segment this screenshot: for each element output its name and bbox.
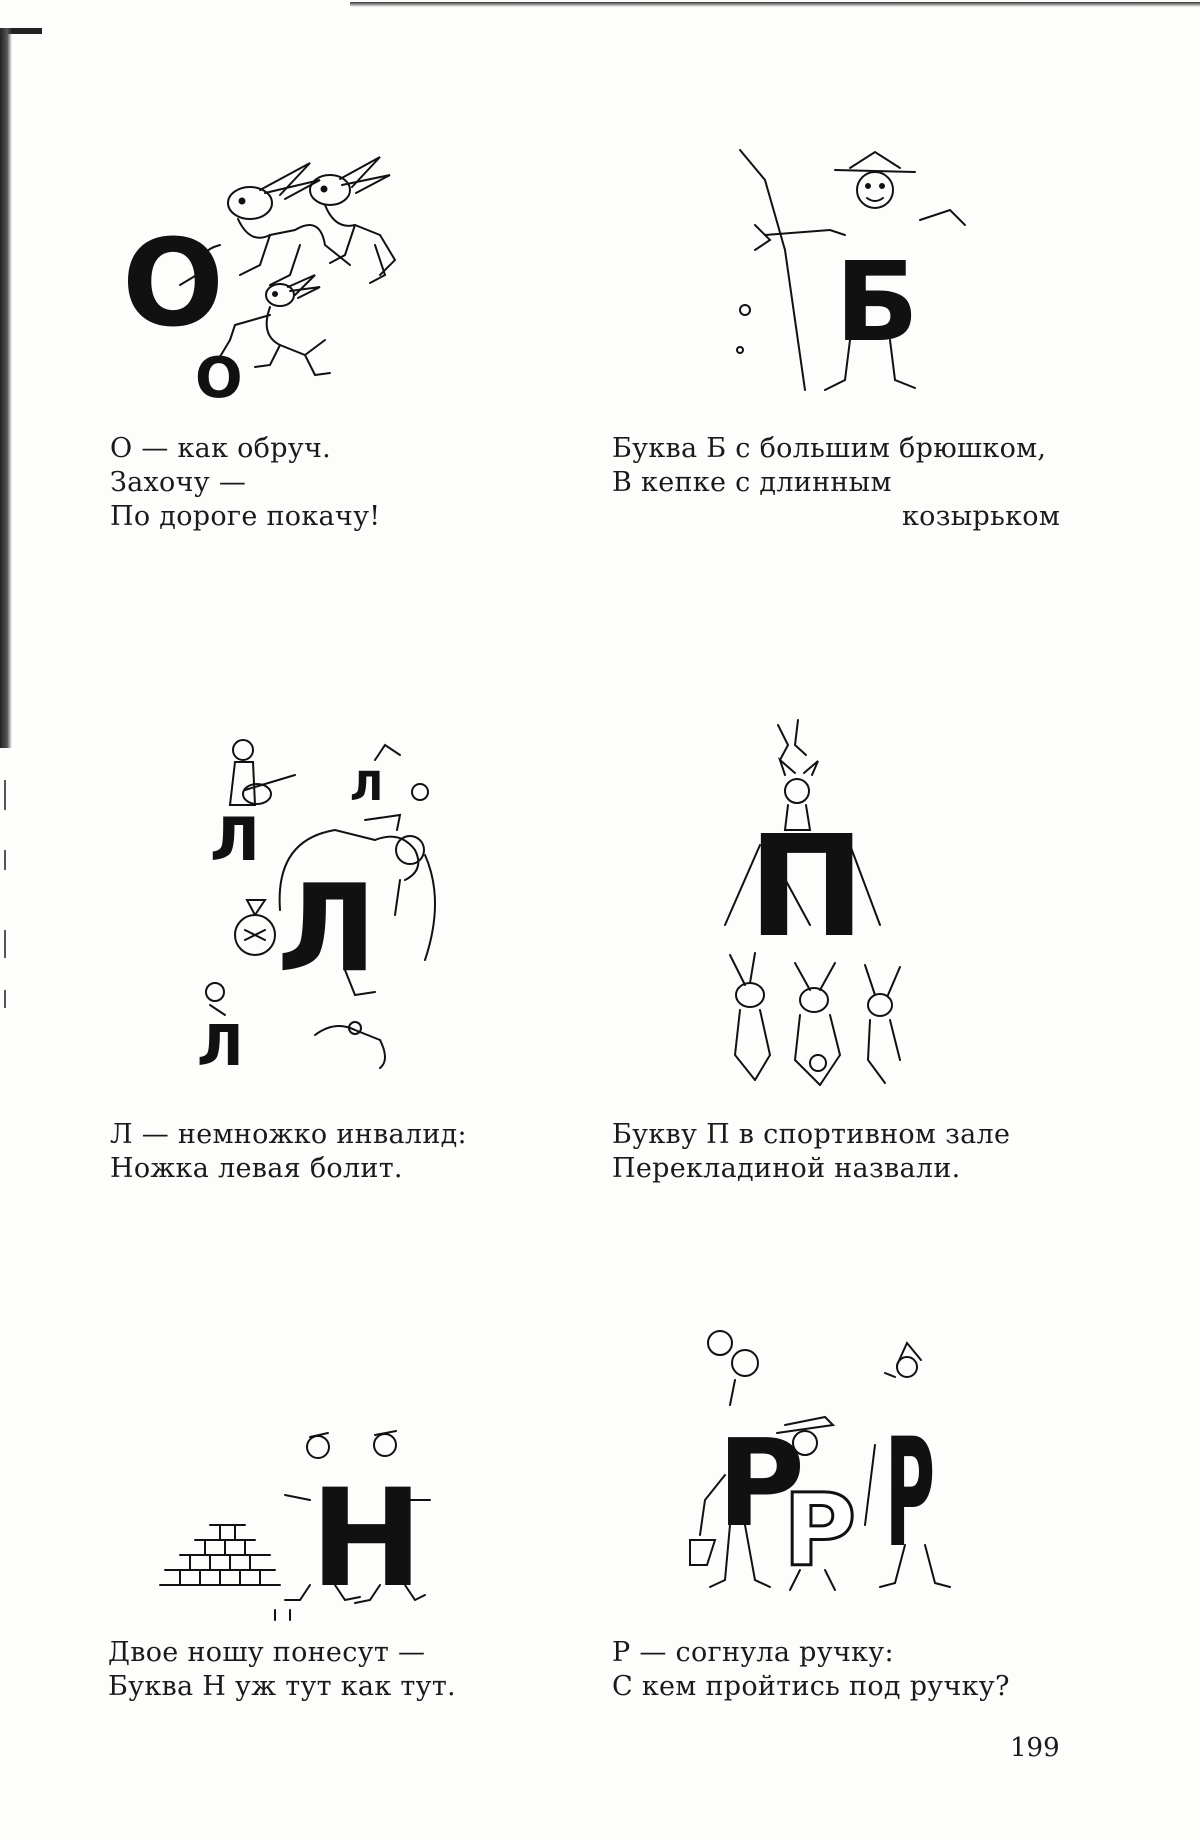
illustration-r: [685, 1325, 965, 1595]
verse-line: козырьком: [902, 501, 1061, 532]
verse-line: Р — согнула ручку:: [612, 1637, 894, 1668]
rabbit-icon: [730, 953, 770, 1080]
letter-r-man: Р: [783, 1472, 857, 1589]
verse-line: Л — немножко инвалид:: [110, 1119, 467, 1150]
verse-line: По дороге покачу!: [110, 501, 381, 532]
verse-line: Захочу —: [110, 467, 247, 498]
letter-l-big: Л: [277, 860, 377, 999]
letter-r-woman: Р: [717, 1415, 805, 1554]
verse-line: Ножка левая болит.: [110, 1153, 403, 1184]
letter-n-glyph: Н: [310, 1460, 423, 1617]
verse-b: [612, 432, 1060, 534]
letter-l-bottom: Л: [197, 1014, 244, 1079]
verse-p: [612, 1118, 1010, 1186]
scan-edge-top: [350, 2, 1200, 7]
verse-line: Перекладиной назвали.: [612, 1153, 961, 1184]
letter-r-tall: Р: [885, 1407, 935, 1581]
verse-r: [612, 1636, 1010, 1704]
verse-line: С кем пройтись под ручку?: [612, 1671, 1010, 1702]
verse-line: Буква Н уж тут как тут.: [108, 1671, 456, 1702]
letter-p-glyph: П: [748, 806, 866, 969]
rabbit-icon: [865, 965, 900, 1083]
illustration-b: [725, 140, 985, 400]
guitarist-icon: [230, 740, 295, 805]
scan-edge-left: [0, 28, 12, 748]
verse-line: О — как обруч.: [110, 433, 332, 464]
verse-o: [110, 432, 380, 534]
rabbit-icon: [230, 275, 330, 375]
verse-line: Букву П в спортивном зале: [612, 1119, 1011, 1150]
page-number: 199: [1010, 1733, 1060, 1763]
letter-b-glyph: Б: [835, 238, 919, 366]
rabbit-icon: [310, 157, 395, 283]
verse-line: Двое ношу понесут —: [108, 1637, 426, 1668]
verse-line: В кепке с длинным: [612, 467, 892, 498]
verse-line: Буква Б с большим брюшком,: [612, 433, 1047, 464]
scan-specks: [4, 780, 10, 1020]
hoop-letter-small: О: [195, 346, 243, 411]
hoop-letter: О: [122, 215, 225, 354]
verse-l: [110, 1118, 467, 1186]
brick-wall-icon: [160, 1525, 280, 1585]
letter-l-small: Л: [210, 805, 260, 875]
illustration-p: [700, 705, 950, 1095]
verse-n: [108, 1636, 456, 1704]
illustration-n: [160, 1425, 460, 1625]
letter-l-kicker: Л: [350, 764, 384, 810]
rabbit-icon: [795, 963, 840, 1085]
illustration-l: [185, 730, 485, 1079]
illustration-o: [120, 135, 480, 411]
